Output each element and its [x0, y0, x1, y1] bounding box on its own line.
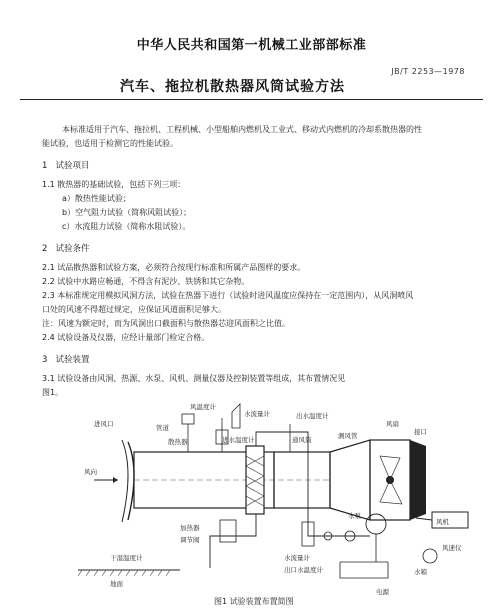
- label-inlet: 进风口: [94, 420, 114, 428]
- fan-outlet: [410, 440, 426, 520]
- section-3-heading: [42, 353, 90, 365]
- label-wind: 风向: [84, 468, 97, 476]
- clause-2-3: 2.3 本标准规定用模拟风洞方法，试验在热器下进行（试验时进风温度应保持在一定范围内），从风洞喷风: [42, 291, 414, 300]
- intro-line-1: 本标准适用于汽车、拖拉机、工程机械、小型船舶内燃机及工业式、移动式内燃机的冷却系散热器的性: [62, 125, 422, 134]
- water-pump: [366, 514, 386, 534]
- label-air-meter: 测风管: [338, 432, 358, 440]
- label-pump: 水泵: [348, 512, 361, 520]
- water-supply-pipe: [256, 432, 370, 536]
- figure-caption: 图1 试验装置布置简图: [214, 597, 294, 606]
- section-title: 试验项目: [55, 161, 90, 171]
- document-title: 汽车、拖拉机散热器风筒试验方法: [120, 79, 345, 95]
- flowmeter-top: [232, 404, 240, 428]
- section-number: 1: [42, 161, 48, 171]
- label-ground: 地面: [110, 580, 123, 588]
- clause-1-1-b: b）空气阻力试验（简称风阻试验）；: [62, 208, 192, 217]
- ground-hatch: [78, 570, 170, 576]
- clause-2-3-cont: 口处的风速不得超过规定，应保证风道面积足够大。: [42, 305, 226, 314]
- label-bottom-flowmeter: 水流量计: [284, 554, 310, 562]
- water-tank: [340, 562, 388, 578]
- standard-code: JB/T 2253—1978: [391, 67, 465, 76]
- issuing-authority: 中华人民共和国第一机械工业部部标准: [136, 38, 367, 53]
- diffuser-hood: [330, 440, 370, 520]
- section-title: 试验条件: [55, 244, 90, 254]
- label-motor: 风机: [436, 518, 449, 526]
- label-heater: 加热器: [180, 524, 200, 532]
- section-number: 2: [42, 244, 48, 254]
- label-power: 电源: [376, 588, 389, 596]
- air-thermometer: [182, 414, 194, 424]
- clause-1-1-c: c）水流阻力试验（简称水阻试验）。: [62, 222, 191, 231]
- label-hood: 通风筒: [292, 436, 312, 444]
- clause-3-1-cont: 图1。: [42, 388, 64, 397]
- label-bottom-outlet-thermometer: 出口水温度计: [284, 566, 323, 574]
- label-valve: 调节阀: [180, 536, 200, 544]
- anemometer: [423, 549, 437, 563]
- label-connector: 接口: [414, 428, 427, 436]
- section-number: 3: [42, 355, 48, 365]
- intro-line-2: 能试验，也适用于检测它的性能试验。: [42, 139, 178, 148]
- water-return-pipe: [210, 514, 256, 568]
- clause-1-1: 1.1 散热器的基础试验，包括下列三项：: [42, 180, 186, 189]
- label-anemometer: 风速仪: [442, 544, 462, 552]
- label-outlet-thermometer: 出水温度计: [296, 412, 329, 420]
- clause-2-1: 2.1 试品散热器和试验方案，必须符合按现行标准和所属产品图样的要求。: [42, 263, 306, 272]
- clause-2-4: 2.4 试验设备及仪器，应经计量部门检定合格。: [42, 333, 210, 342]
- label-pipe: 管道: [156, 424, 169, 432]
- clause-1-1-a: a）散热性能试验；: [62, 194, 131, 203]
- header-rule: [20, 99, 483, 100]
- label-tank: 水箱: [414, 568, 427, 576]
- clause-2-2: 2.2 试验中水路应畅通，不得含有泥沙、铁锈和其它杂物。: [42, 277, 250, 286]
- radiator-core: [246, 446, 264, 514]
- label-inlet-thermometer: 进水温度计: [222, 436, 255, 444]
- section-1-heading: [42, 159, 90, 171]
- label-fan: 风扇: [386, 420, 399, 428]
- label-left-thermometer: 干湿温度计: [110, 554, 143, 562]
- section-2-heading: [42, 242, 90, 254]
- heater-box: [220, 520, 236, 542]
- clause-2-3-note: 注：风速为额定时，而为风洞出口截面积与散热器芯迎风面积之比值。: [42, 319, 290, 328]
- clause-3-1: 3.1 试验设备由风洞、热源、水泵、风机、测量仪器及控制装置等组成，其布置情况见: [42, 374, 346, 383]
- inlet-bell: [128, 442, 134, 520]
- section-title: 试验装置: [55, 355, 90, 365]
- test-apparatus-figure: [70, 400, 490, 598]
- label-air-thermometer: 风温度计: [190, 403, 216, 411]
- label-flowmeter: 水流量计: [244, 410, 270, 418]
- label-radiator: 散热器: [168, 438, 188, 446]
